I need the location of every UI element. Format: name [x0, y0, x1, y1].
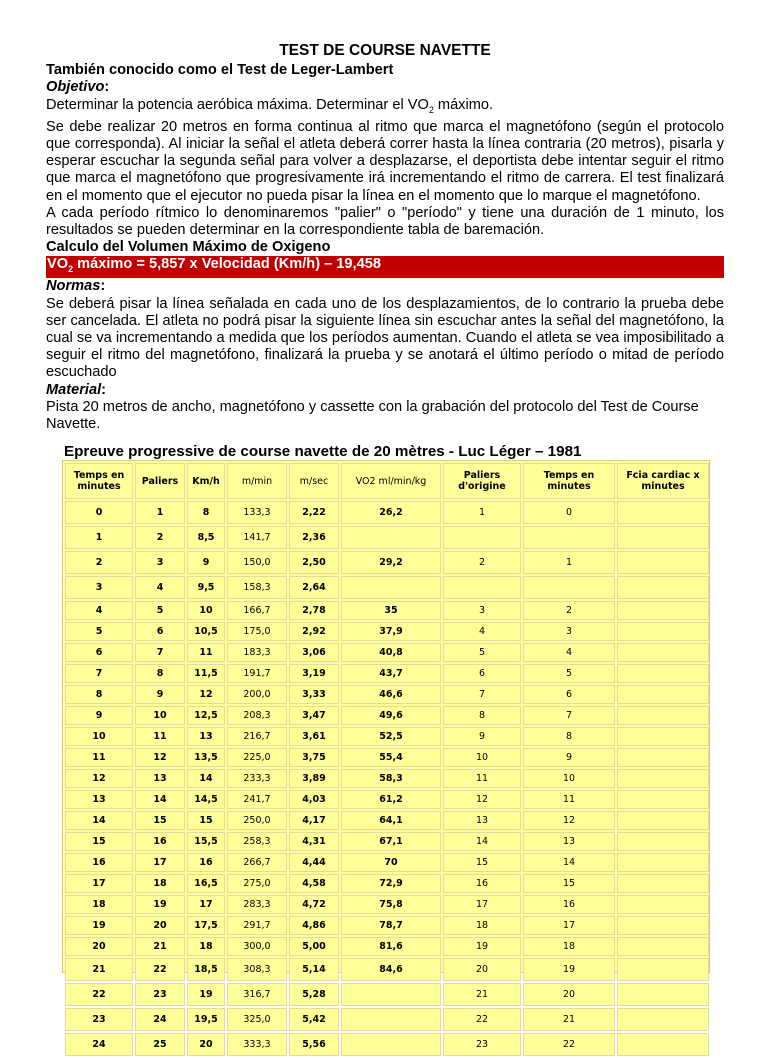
- table-cell: 24: [135, 1008, 185, 1031]
- table-cell: [617, 790, 709, 809]
- table-row: [65, 811, 709, 830]
- table-cell: 11: [187, 643, 225, 662]
- table-row: [65, 853, 709, 872]
- table-cell: 3,89: [289, 769, 339, 788]
- table-row: [65, 706, 709, 725]
- table-cell: 20: [443, 958, 521, 981]
- table-cell: 233,3: [227, 769, 287, 788]
- table-cell: 325,0: [227, 1008, 287, 1031]
- table-cell: [443, 576, 521, 599]
- table-cell: 81,6: [341, 937, 441, 956]
- table-cell: 1: [65, 526, 133, 549]
- table-cell: 183,3: [227, 643, 287, 662]
- table-cell: 225,0: [227, 748, 287, 767]
- table-cell: 35: [341, 601, 441, 620]
- table-cell: 3,33: [289, 685, 339, 704]
- table-cell: 11,5: [187, 664, 225, 683]
- table-cell: [341, 576, 441, 599]
- table-cell: [617, 601, 709, 620]
- table-cell: 158,3: [227, 576, 287, 599]
- table-cell: 17: [187, 895, 225, 914]
- table-cell: 49,6: [341, 706, 441, 725]
- table-cell: 23: [443, 1033, 521, 1056]
- table-cell: 0: [65, 501, 133, 524]
- table-cell: 241,7: [227, 790, 287, 809]
- table-cell: 266,7: [227, 853, 287, 872]
- objetivo-heading: Objetivo:: [46, 79, 110, 96]
- baremo-table: [63, 461, 711, 1058]
- table-cell: 3,19: [289, 664, 339, 683]
- table-cell: 18: [443, 916, 521, 935]
- material-label: Material: [46, 381, 102, 398]
- header-cell: Temps en minutes: [65, 463, 133, 499]
- table-cell: 21: [65, 958, 133, 981]
- table-cell: 5,14: [289, 958, 339, 981]
- table-cell: 2,78: [289, 601, 339, 620]
- table-cell: 9: [187, 551, 225, 574]
- table-cell: 150,0: [227, 551, 287, 574]
- table-cell: [523, 526, 615, 549]
- table-cell: 12: [135, 748, 185, 767]
- table-cell: 1: [135, 501, 185, 524]
- table-cell: 17: [443, 895, 521, 914]
- table-row: [65, 551, 709, 574]
- table-cell: 84,6: [341, 958, 441, 981]
- table-cell: 16: [523, 895, 615, 914]
- objetivo-subscript: 2: [428, 104, 434, 115]
- table-cell: [617, 748, 709, 767]
- table-cell: 7: [523, 706, 615, 725]
- table-cell: 5,42: [289, 1008, 339, 1031]
- table-cell: 14: [135, 790, 185, 809]
- table-cell: 14,5: [187, 790, 225, 809]
- table-cell: 19,5: [187, 1008, 225, 1031]
- table-row: [65, 622, 709, 641]
- header-cell: m/sec: [289, 463, 339, 499]
- table-cell: 7: [135, 643, 185, 662]
- table-cell: 15: [187, 811, 225, 830]
- header-cell: Paliers d'origine: [443, 463, 521, 499]
- table-cell: 12: [523, 811, 615, 830]
- table-cell: 2,50: [289, 551, 339, 574]
- table-cell: 4,03: [289, 790, 339, 809]
- table-cell: 22: [65, 983, 133, 1006]
- table-cell: 8,5: [187, 526, 225, 549]
- table-cell: 15: [135, 811, 185, 830]
- table-cell: 16: [65, 853, 133, 872]
- table-cell: 9,5: [187, 576, 225, 599]
- table-cell: 13: [65, 790, 133, 809]
- header-cell: Fcia cardiac x minutes: [617, 463, 709, 499]
- table-cell: 4: [443, 622, 521, 641]
- table-cell: 29,2: [341, 551, 441, 574]
- baremo-table-container: [62, 460, 710, 1050]
- table-cell: 6: [523, 685, 615, 704]
- table-row: [65, 1033, 709, 1056]
- table-cell: 20: [523, 983, 615, 1006]
- table-cell: 14: [523, 853, 615, 872]
- table-body: [65, 501, 709, 1056]
- table-cell: 283,3: [227, 895, 287, 914]
- table-cell: [617, 832, 709, 851]
- table-cell: 55,4: [341, 748, 441, 767]
- table-row: [65, 958, 709, 981]
- table-cell: 15: [65, 832, 133, 851]
- table-cell: [341, 526, 441, 549]
- table-cell: 175,0: [227, 622, 287, 641]
- table-cell: 17: [523, 916, 615, 935]
- table-cell: [617, 551, 709, 574]
- table-row: [65, 601, 709, 620]
- table-cell: 4,72: [289, 895, 339, 914]
- table-cell: 46,6: [341, 685, 441, 704]
- table-cell: 7: [443, 685, 521, 704]
- table-cell: [617, 727, 709, 746]
- table-header-row: [65, 463, 709, 499]
- table-cell: 19: [443, 937, 521, 956]
- table-cell: 333,3: [227, 1033, 287, 1056]
- table-cell: 15,5: [187, 832, 225, 851]
- table-cell: 6: [135, 622, 185, 641]
- table-cell: 11: [135, 727, 185, 746]
- table-cell: 2: [65, 551, 133, 574]
- table-cell: 133,3: [227, 501, 287, 524]
- table-cell: 21: [523, 1008, 615, 1031]
- normas-heading: Normas:: [46, 278, 106, 295]
- table-cell: 58,3: [341, 769, 441, 788]
- material-heading: Material:: [46, 381, 107, 398]
- table-cell: 61,2: [341, 790, 441, 809]
- table-cell: 10: [135, 706, 185, 725]
- table-cell: 10: [187, 601, 225, 620]
- table-cell: 8: [65, 685, 133, 704]
- table-row: [65, 895, 709, 914]
- table-cell: 14: [65, 811, 133, 830]
- table-cell: 11: [65, 748, 133, 767]
- table-row: [65, 526, 709, 549]
- objetivo-label: Objetivo: [46, 79, 105, 96]
- table-cell: [617, 685, 709, 704]
- table-row: [65, 664, 709, 683]
- table-cell: 4: [523, 643, 615, 662]
- table-cell: 9: [523, 748, 615, 767]
- table-cell: [617, 853, 709, 872]
- table-title: Epreuve progressive de course navette de 20 mètres - Luc Léger – 1981: [64, 443, 582, 460]
- table-cell: 19: [135, 895, 185, 914]
- table-cell: 26,2: [341, 501, 441, 524]
- table-row: [65, 983, 709, 1006]
- table-cell: 70: [341, 853, 441, 872]
- calculo-heading: Calculo del Volumen Máximo de Oxigeno: [46, 239, 331, 256]
- table-cell: 40,8: [341, 643, 441, 662]
- objetivo-paragraph-2: A cada período rítmico lo denominaremos "palier" o "período" y tiene una duración de 1 minuto, los resultados se pueden determinar en la correspondiente tabla de baremación.: [46, 204, 724, 238]
- table-row: [65, 685, 709, 704]
- table-cell: [617, 916, 709, 935]
- table-cell: 3: [135, 551, 185, 574]
- table-cell: 18: [523, 937, 615, 956]
- table-cell: 0: [523, 501, 615, 524]
- table-cell: 3,75: [289, 748, 339, 767]
- table-cell: 12: [187, 685, 225, 704]
- table-cell: [443, 526, 521, 549]
- objetivo-text-a: Determinar la potencia aeróbica máxima. Determinar el VO: [46, 96, 429, 113]
- table-row: [65, 576, 709, 599]
- table-cell: 37,9: [341, 622, 441, 641]
- table-cell: [617, 769, 709, 788]
- table-row: [65, 1008, 709, 1031]
- header-cell: Temps en minutes: [523, 463, 615, 499]
- table-cell: 16: [443, 874, 521, 893]
- table-cell: 16: [135, 832, 185, 851]
- table-cell: 4,58: [289, 874, 339, 893]
- table-cell: [617, 1033, 709, 1056]
- table-row: [65, 832, 709, 851]
- table-cell: 216,7: [227, 727, 287, 746]
- formula-text-b: máximo = 5,857 x Velocidad (Km/h) – 19,458: [73, 256, 381, 273]
- table-cell: 19: [65, 916, 133, 935]
- objetivo-line: [46, 97, 724, 119]
- page-title: TEST DE COURSE NAVETTE: [279, 42, 491, 59]
- table-cell: 2,64: [289, 576, 339, 599]
- table-cell: 275,0: [227, 874, 287, 893]
- table-cell: 166,7: [227, 601, 287, 620]
- table-cell: 3,47: [289, 706, 339, 725]
- table-cell: 8: [523, 727, 615, 746]
- table-cell: [617, 664, 709, 683]
- table-cell: 9: [443, 727, 521, 746]
- table-cell: 67,1: [341, 832, 441, 851]
- table-cell: 22: [135, 958, 185, 981]
- table-cell: [617, 1008, 709, 1031]
- table-cell: 22: [443, 1008, 521, 1031]
- table-row: [65, 727, 709, 746]
- table-cell: 23: [65, 1008, 133, 1031]
- table-cell: 6: [65, 643, 133, 662]
- table-cell: 7: [65, 664, 133, 683]
- table-cell: 13: [523, 832, 615, 851]
- table-cell: 11: [523, 790, 615, 809]
- table-cell: 10: [523, 769, 615, 788]
- table-cell: 5: [523, 664, 615, 683]
- table-cell: 52,5: [341, 727, 441, 746]
- table-cell: 1: [523, 551, 615, 574]
- table-cell: 18: [187, 937, 225, 956]
- table-cell: 8: [443, 706, 521, 725]
- table-cell: 191,7: [227, 664, 287, 683]
- table-cell: 4,31: [289, 832, 339, 851]
- normas-paragraph: Se deberá pisar la línea señalada en cada uno de los desplazamientos, de lo contrario la prueba debe ser cancelada. El atleta no podrá pisar la siguiente línea sin escuchar antes la señal del magnetófono, la cual se va incrementando a medida que los períodos aumentan. Cuando el atleta se vea imposibilitado a seguir el ritmo del magnetófono, finalizará la prueba y se anotará el último período o mitad de período escuchado: [46, 295, 724, 381]
- objetivo-paragraph: Se debe realizar 20 metros en forma continua al ritmo que marca el magnetófono (según el protocolo que corresponda). Al iniciar la señal el atleta deberá correr hasta la línea contraria (20 metros), pisarla y esperar escuchar la segunda señal para volver a desplazarse, el deportista debe intentar seguir el ritmo que marca el magnetófono que progresivamente irá incrementando el ritmo de carrera. El test finalizará en el momento que el ejecutor no pueda pisar la línea en el momento que lo marque el magnetófono.: [46, 118, 724, 204]
- table-cell: 2: [443, 551, 521, 574]
- table-cell: 4,86: [289, 916, 339, 935]
- formula-subscript: 2: [68, 264, 74, 275]
- normas-label: Normas: [46, 278, 101, 295]
- table-cell: 13: [443, 811, 521, 830]
- table-cell: [617, 501, 709, 524]
- table-cell: 9: [65, 706, 133, 725]
- table-row: [65, 501, 709, 524]
- header-cell: Paliers: [135, 463, 185, 499]
- table-cell: 2: [135, 526, 185, 549]
- table-cell: 25: [135, 1033, 185, 1056]
- table-cell: 8: [187, 501, 225, 524]
- table-cell: 4,17: [289, 811, 339, 830]
- table-cell: 75,8: [341, 895, 441, 914]
- table-cell: 20: [65, 937, 133, 956]
- table-cell: 14: [187, 769, 225, 788]
- table-cell: [341, 1033, 441, 1056]
- material-paragraph: Pista 20 metros de ancho, magnetófono y cassette con la grabación del protocolo del Test de Course Navette.: [46, 398, 699, 433]
- table-cell: 16,5: [187, 874, 225, 893]
- table-cell: [617, 958, 709, 981]
- table-cell: 43,7: [341, 664, 441, 683]
- table-cell: [617, 937, 709, 956]
- table-cell: 13: [187, 727, 225, 746]
- header-cell: VO2 ml/min/kg: [341, 463, 441, 499]
- table-cell: 3: [523, 622, 615, 641]
- table-cell: 64,1: [341, 811, 441, 830]
- table-cell: 12: [65, 769, 133, 788]
- table-cell: 3: [65, 576, 133, 599]
- table-cell: 5: [443, 643, 521, 662]
- table-cell: [617, 983, 709, 1006]
- table-cell: 291,7: [227, 916, 287, 935]
- table-cell: 4,44: [289, 853, 339, 872]
- table-cell: 200,0: [227, 685, 287, 704]
- table-cell: 18: [65, 895, 133, 914]
- document-text: [46, 42, 724, 433]
- table-cell: [617, 811, 709, 830]
- formula-text-a: VO: [47, 256, 69, 273]
- table-cell: 258,3: [227, 832, 287, 851]
- table-row: [65, 769, 709, 788]
- table-cell: 2,92: [289, 622, 339, 641]
- table-cell: 3,61: [289, 727, 339, 746]
- table-cell: 3: [443, 601, 521, 620]
- table-cell: [617, 643, 709, 662]
- table-cell: 5: [135, 601, 185, 620]
- table-cell: 10: [443, 748, 521, 767]
- table-cell: 17: [65, 874, 133, 893]
- table-row: [65, 643, 709, 662]
- table-cell: 308,3: [227, 958, 287, 981]
- table-cell: [617, 622, 709, 641]
- table-cell: 2: [523, 601, 615, 620]
- table-row: [65, 790, 709, 809]
- table-cell: [617, 576, 709, 599]
- table-cell: [617, 874, 709, 893]
- table-cell: 4: [65, 601, 133, 620]
- table-cell: [341, 983, 441, 1006]
- table-cell: 78,7: [341, 916, 441, 935]
- table-cell: 5,56: [289, 1033, 339, 1056]
- table-cell: [617, 526, 709, 549]
- table-cell: 18: [135, 874, 185, 893]
- table-cell: 5,00: [289, 937, 339, 956]
- table-cell: 17: [135, 853, 185, 872]
- table-cell: 15: [523, 874, 615, 893]
- header-cell: m/min: [227, 463, 287, 499]
- table-row: [65, 937, 709, 956]
- table-cell: 19: [523, 958, 615, 981]
- table-row: [65, 874, 709, 893]
- table-cell: 22: [523, 1033, 615, 1056]
- table-cell: 4: [135, 576, 185, 599]
- table-cell: 10,5: [187, 622, 225, 641]
- table-cell: 15: [443, 853, 521, 872]
- table-cell: 20: [135, 916, 185, 935]
- table-cell: 316,7: [227, 983, 287, 1006]
- table-cell: 23: [135, 983, 185, 1006]
- table-cell: [523, 576, 615, 599]
- table-cell: 5,28: [289, 983, 339, 1006]
- table-cell: 18,5: [187, 958, 225, 981]
- table-cell: [341, 1008, 441, 1031]
- header-cell: Km/h: [187, 463, 225, 499]
- table-cell: 12: [443, 790, 521, 809]
- table-cell: 72,9: [341, 874, 441, 893]
- table-cell: 11: [443, 769, 521, 788]
- table-cell: 19: [187, 983, 225, 1006]
- table-cell: 16: [187, 853, 225, 872]
- table-row: [65, 916, 709, 935]
- table-cell: 21: [135, 937, 185, 956]
- table-cell: 24: [65, 1033, 133, 1056]
- table-cell: 6: [443, 664, 521, 683]
- table-cell: 12,5: [187, 706, 225, 725]
- table-cell: 300,0: [227, 937, 287, 956]
- table-cell: 20: [187, 1033, 225, 1056]
- objetivo-text-b: máximo.: [433, 96, 494, 113]
- table-cell: 21: [443, 983, 521, 1006]
- table-cell: [617, 706, 709, 725]
- table-cell: 9: [135, 685, 185, 704]
- subtitle: También conocido como el Test de Leger-Lambert: [46, 62, 394, 79]
- table-cell: 8: [135, 664, 185, 683]
- table-cell: 2,22: [289, 501, 339, 524]
- table-cell: 13: [135, 769, 185, 788]
- table-cell: 13,5: [187, 748, 225, 767]
- table-cell: 14: [443, 832, 521, 851]
- formula-banner: [46, 256, 724, 278]
- table-cell: 250,0: [227, 811, 287, 830]
- table-cell: 2,36: [289, 526, 339, 549]
- table-cell: [617, 895, 709, 914]
- table-cell: 208,3: [227, 706, 287, 725]
- table-cell: 10: [65, 727, 133, 746]
- table-cell: 141,7: [227, 526, 287, 549]
- table-cell: 3,06: [289, 643, 339, 662]
- table-cell: 5: [65, 622, 133, 641]
- table-cell: 17,5: [187, 916, 225, 935]
- table-cell: 1: [443, 501, 521, 524]
- table-row: [65, 748, 709, 767]
